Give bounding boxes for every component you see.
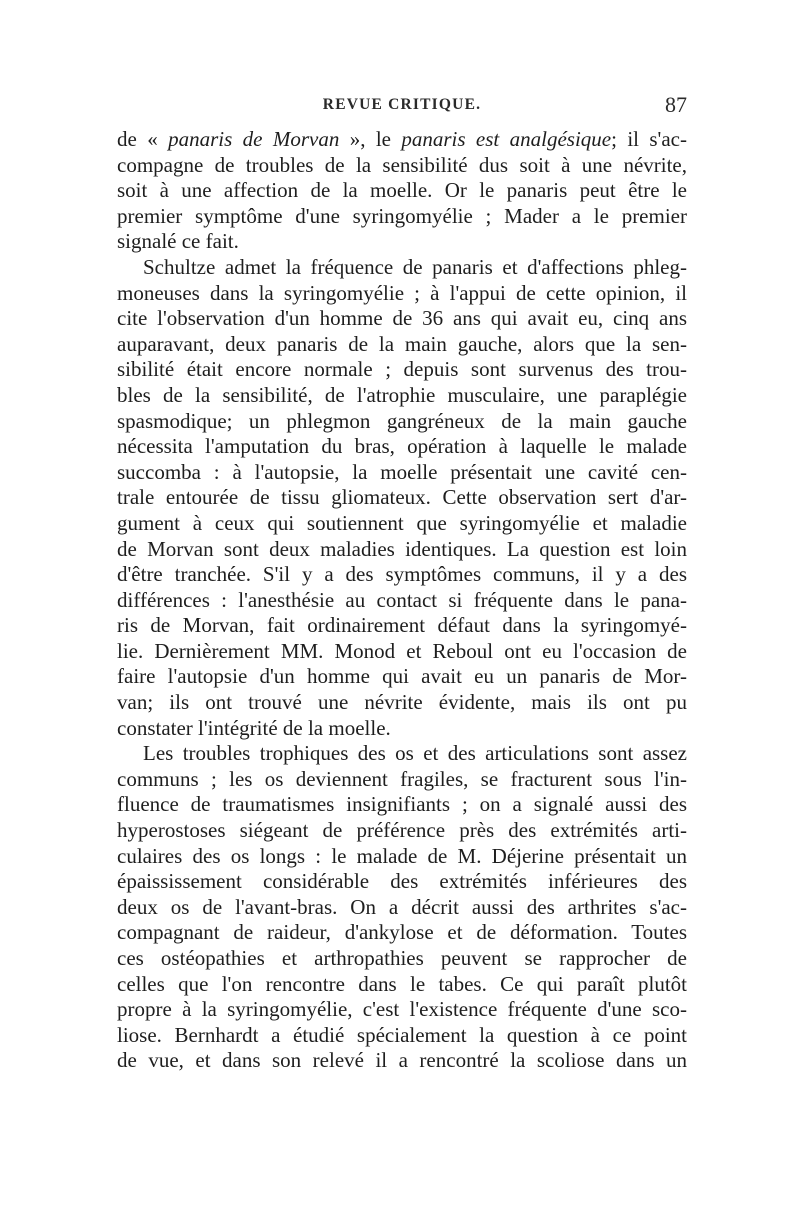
text-line: épaississement considérable des extrémités inférieures des: [117, 869, 687, 894]
text-line: nécessita l'amputation du bras, opération à laquelle le malade: [117, 434, 687, 459]
text-line: hyperostoses siégeant de préférence près des extrémités arti-: [117, 818, 687, 843]
text-line: succomba : à l'autopsie, la moelle présentait une cavité cen-: [117, 459, 687, 484]
text-line: lie. Dernièrement MM. Monod et Reboul ont eu l'occasion de: [117, 638, 687, 663]
text-line: gument à ceux qui soutiennent que syringomyélie et maladie: [117, 510, 687, 535]
text-line: compagne de troubles de la sensibilité dus soit à une névrite,: [117, 152, 687, 177]
text-line: faire l'autopsie d'un homme qui avait eu un panaris de Mor-: [117, 664, 687, 689]
text-line: Les troubles trophiques des os et des articulations sont assez: [143, 741, 687, 766]
text-line: fluence de traumatismes insignifiants ; on a signalé aussi des: [117, 792, 687, 817]
page-header: [117, 92, 687, 120]
text-line: propre à la syringomyélie, c'est l'existence fréquente d'une sco-: [117, 997, 687, 1022]
page-number: 87: [665, 92, 687, 117]
running-title: REVUE CRITIQUE.: [322, 96, 482, 113]
text-line: de « panaris de Morvan », le panaris est analgésique; il s'ac-: [117, 127, 687, 151]
text-line: ris de Morvan, fait ordinairement défaut dans la syringomyé-: [117, 613, 687, 638]
text-line: d'être tranchée. S'il y a des symptômes communs, il y a des: [117, 562, 687, 587]
text-line: communs ; les os deviennent fragiles, se fracturent sous l'in-: [117, 766, 687, 791]
text-line: trale entourée de tissu gliomateux. Cette observation sert d'ar-: [117, 485, 687, 510]
text-line: liose. Bernhardt a étudié spécialement la question à ce point: [117, 1022, 687, 1047]
body-text: [117, 127, 687, 1074]
text-line: cite l'observation d'un homme de 36 ans qui avait eu, cinq ans: [117, 306, 687, 331]
text-line: différences : l'anesthésie au contact si fréquente dans le pana-: [117, 587, 687, 612]
text-line: soit à une affection de la moelle. Or le panaris peut être le: [117, 178, 687, 203]
text-line: moneuses dans la syringomyélie ; à l'appui de cette opinion, il: [117, 280, 687, 305]
text-line: van; ils ont trouvé une névrite évidente, mais ils ont pu: [117, 690, 687, 715]
text-line: Schultze admet la fréquence de panaris et d'affections phleg-: [143, 254, 687, 279]
text-line: celles que l'on rencontre dans le tabes. Ce qui paraît plutôt: [117, 971, 687, 996]
text-line: premier symptôme d'une syringomyélie ; Mader a le premier: [117, 203, 687, 228]
text-line: culaires des os longs : le malade de M. Déjerine présentait un: [117, 843, 687, 868]
text-line: compagnant de raideur, d'ankylose et de déformation. Toutes: [117, 920, 687, 945]
text-line: deux os de l'avant-bras. On a décrit aussi des arthrites s'ac-: [117, 894, 687, 919]
text-line: de vue, et dans son relevé il a rencontré la scoliose dans un: [117, 1048, 687, 1073]
text-line: bles de la sensibilité, de l'atrophie musculaire, une paraplégie: [117, 382, 687, 407]
text-line: sibilité était encore normale ; depuis sont survenus des trou-: [117, 357, 687, 382]
text-line: auparavant, deux panaris de la main gauche, alors que la sen-: [117, 331, 687, 356]
text-line: signalé ce fait.: [117, 229, 239, 254]
text-line: constater l'intégrité de la moelle.: [117, 715, 391, 740]
text-line: spasmodique; un phlegmon gangréneux de la main gauche: [117, 408, 687, 433]
text-line: ces ostéopathies et arthropathies peuvent se rapprocher de: [117, 946, 687, 970]
text-line: de Morvan sont deux maladies identiques. La question est loin: [117, 536, 687, 561]
